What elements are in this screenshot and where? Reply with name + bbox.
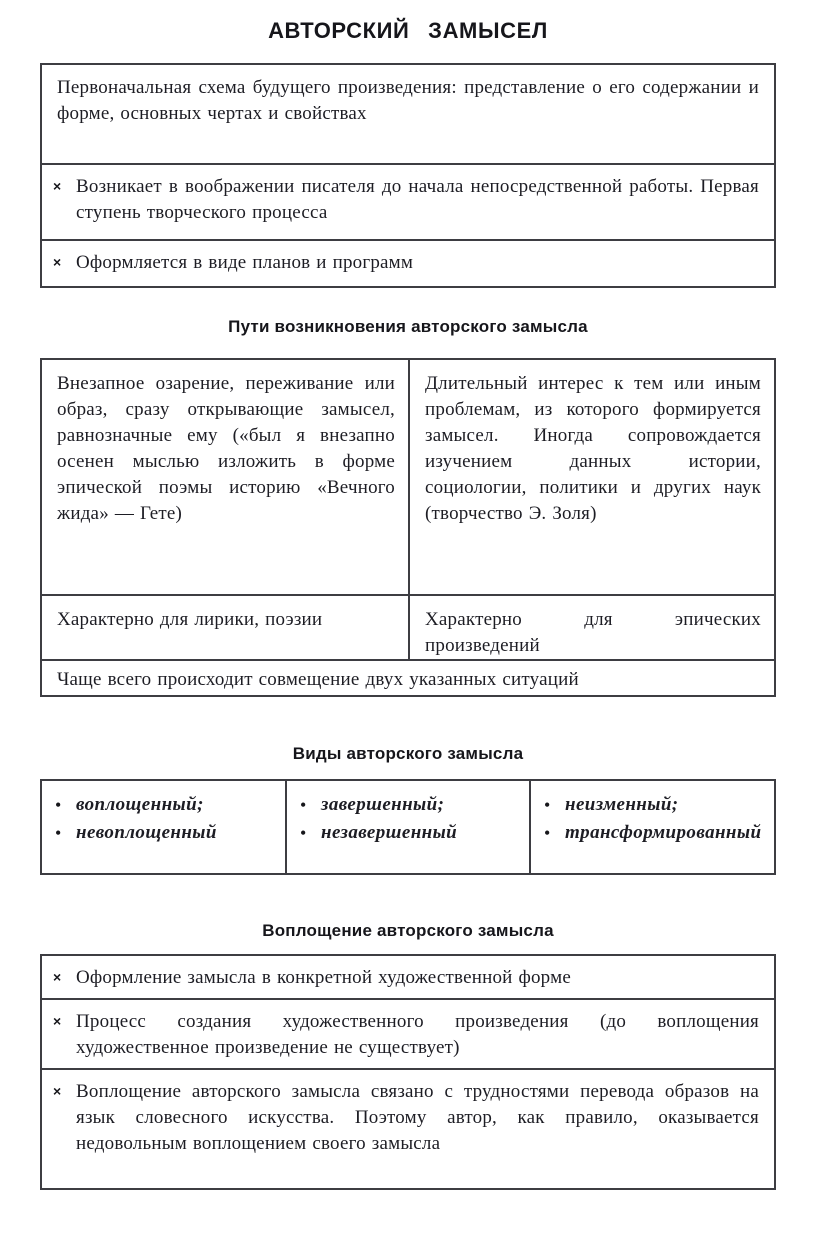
cross-marker-icon: × (53, 178, 62, 194)
origins-footer-text: Чаще всего происходит совмещение двух указанных ситуаций (57, 669, 579, 690)
bullet-icon: • (300, 823, 307, 843)
types-column-cell (529, 781, 774, 873)
bullet-icon: • (55, 795, 62, 815)
realization-item-row (42, 998, 774, 1068)
origins-right-typical-cell (408, 594, 774, 659)
origins-right-description-cell (408, 360, 774, 594)
realization-item-text: Воплощение авторского замысла связано с трудностями перевода образов на язык словесного искусства. Поэтому автор, как правило, оказывается недовольным воплощением своего замысла (76, 1081, 759, 1154)
type-item-text: незавершенный (321, 822, 458, 843)
definition-intro-row (42, 65, 774, 163)
type-item-text: неизменный; (565, 794, 679, 815)
bullet-icon: • (544, 823, 551, 843)
definition-intro-text: Первоначальная схема будущего произведения: представление о его содержании и форме, основных чертах и свойствах (57, 77, 759, 124)
origins-heading: Пути возникновения авторского замысла (228, 317, 588, 336)
realization-item-text: Оформление замысла в конкретной художественной форме (76, 967, 571, 988)
type-item (300, 791, 521, 819)
origins-right-description: Длительный интерес к тем или иным проблемам, из которого формируется замысел. Иногда сопровождается изучением данных истории, социологии, политики и других наук (творчество Э. Золя) (425, 373, 761, 524)
bullet-icon: • (300, 795, 307, 815)
definition-table (40, 63, 776, 288)
definition-item-row (42, 239, 774, 286)
type-item-text: воплощенный; (76, 794, 204, 815)
origins-left-description-cell (42, 360, 408, 594)
page-title: АВТОРСКИЙ ЗАМЫСЕЛ (268, 18, 548, 43)
definition-item-text: Возникает в воображении писателя до начала непосредственной работы. Первая ступень творческого процесса (76, 176, 759, 223)
origins-table (40, 358, 776, 697)
bullet-icon: • (544, 795, 551, 815)
type-item-text: невоплощенный (76, 822, 217, 843)
origins-footer-cell (42, 659, 774, 695)
origins-right-typical: Характерно для эпических произведений (425, 609, 761, 656)
types-column-cell (285, 781, 529, 873)
type-item (55, 819, 277, 847)
realization-heading: Воплощение авторского замысла (262, 921, 554, 940)
realization-item-row (42, 956, 774, 998)
types-heading: Виды авторского замысла (292, 744, 524, 763)
cross-marker-icon: × (53, 1013, 62, 1029)
origins-left-typical-cell (42, 594, 408, 659)
type-item (300, 819, 521, 847)
origins-left-description: Внезапное озарение, переживание или образ, сразу открывающие замысел, равнозначные ему («был я внезапно осенен мыслью изложить в форме эпической поэмы историю «Вечного жида» — Гете) (57, 373, 395, 524)
bullet-icon: • (55, 823, 62, 843)
cross-marker-icon: × (53, 1083, 62, 1099)
type-item (544, 791, 766, 819)
type-item-text: завершенный; (321, 794, 445, 815)
type-item-text: трансформированный (565, 822, 762, 843)
cross-marker-icon: × (53, 969, 62, 985)
types-column-cell (42, 781, 285, 873)
origins-left-typical: Характерно для лирики, поэзии (57, 609, 323, 630)
realization-item-row (42, 1068, 774, 1188)
definition-item-row (42, 163, 774, 239)
realization-table (40, 954, 776, 1190)
type-item (544, 819, 766, 847)
types-table (40, 779, 776, 875)
cross-marker-icon: × (53, 254, 62, 270)
type-item (55, 791, 277, 819)
realization-item-text: Процесс создания художественного произведения (до воплощения художественное произведение не существует) (76, 1011, 759, 1058)
definition-item-text: Оформляется в виде планов и программ (76, 252, 414, 273)
